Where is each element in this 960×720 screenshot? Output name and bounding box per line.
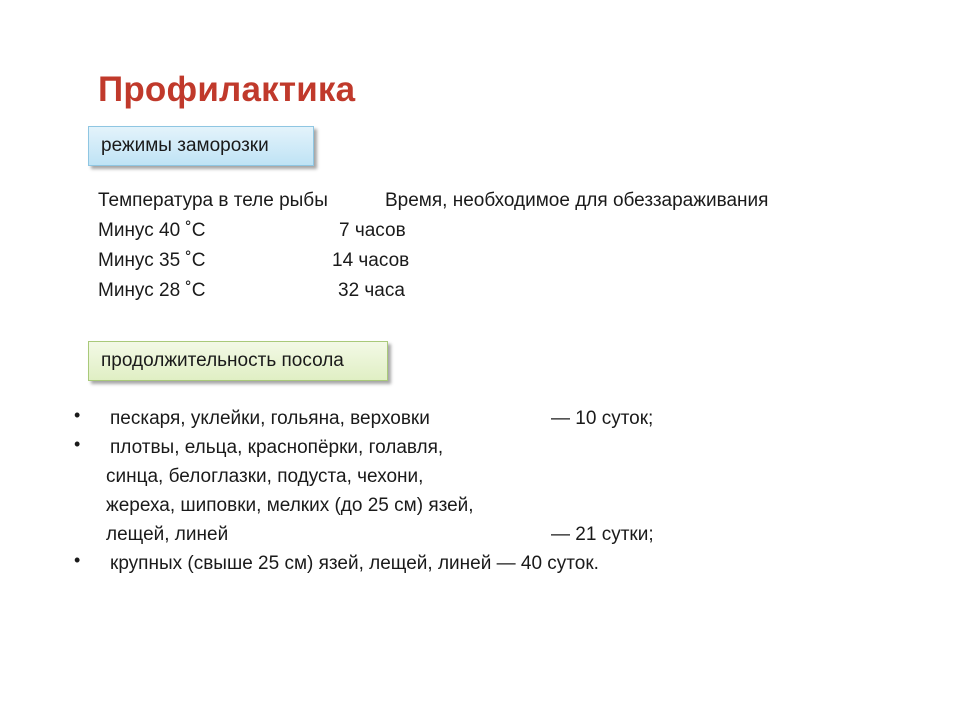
list-item-continuation xyxy=(0,462,960,491)
freeze-modes-tag xyxy=(88,126,314,166)
list-item-duration: — 21 сутки; xyxy=(551,524,654,545)
row-time: 7 часов xyxy=(339,220,406,241)
list-item xyxy=(0,404,960,433)
salting-duration-tag xyxy=(88,341,388,381)
bullet-icon: • xyxy=(74,434,81,454)
row-temperature: Минус 28 ˚С xyxy=(98,280,206,301)
list-item-text: жереха, шиповки, мелких (до 25 см) язей, xyxy=(106,495,474,516)
header-temperature: Температура в теле рыбы xyxy=(98,190,328,211)
salting-list xyxy=(0,404,960,578)
row-time: 32 часа xyxy=(338,280,405,301)
list-item-text: пескаря, уклейки, гольяна, верховки xyxy=(110,408,430,429)
list-item-continuation xyxy=(0,491,960,520)
list-item-text: лещей, линей xyxy=(106,524,229,545)
header-time: Время, необходимое для обеззараживания xyxy=(385,190,769,211)
list-item xyxy=(0,549,960,578)
slide-title: Профилактика xyxy=(98,70,356,109)
bullet-icon: • xyxy=(74,550,81,570)
salting-duration-tag-label: продолжительность посола xyxy=(101,350,344,371)
row-temperature: Минус 35 ˚С xyxy=(98,250,206,271)
list-item-duration: — 10 суток; xyxy=(551,408,654,429)
list-item-text: крупных (свыше 25 см) язей, лещей, линей — 40 суток. xyxy=(110,553,599,574)
list-item-continuation xyxy=(0,520,960,549)
freeze-modes-tag-label: режимы заморозки xyxy=(101,135,269,156)
bullet-icon: • xyxy=(74,405,81,425)
list-item xyxy=(0,433,960,462)
list-item-text: синца, белоглазки, подуста, чехони, xyxy=(106,466,424,487)
list-item-text: плотвы, ельца, краснопёрки, голавля, xyxy=(110,437,444,458)
row-temperature: Минус 40 ˚С xyxy=(98,220,206,241)
row-time: 14 часов xyxy=(332,250,410,271)
